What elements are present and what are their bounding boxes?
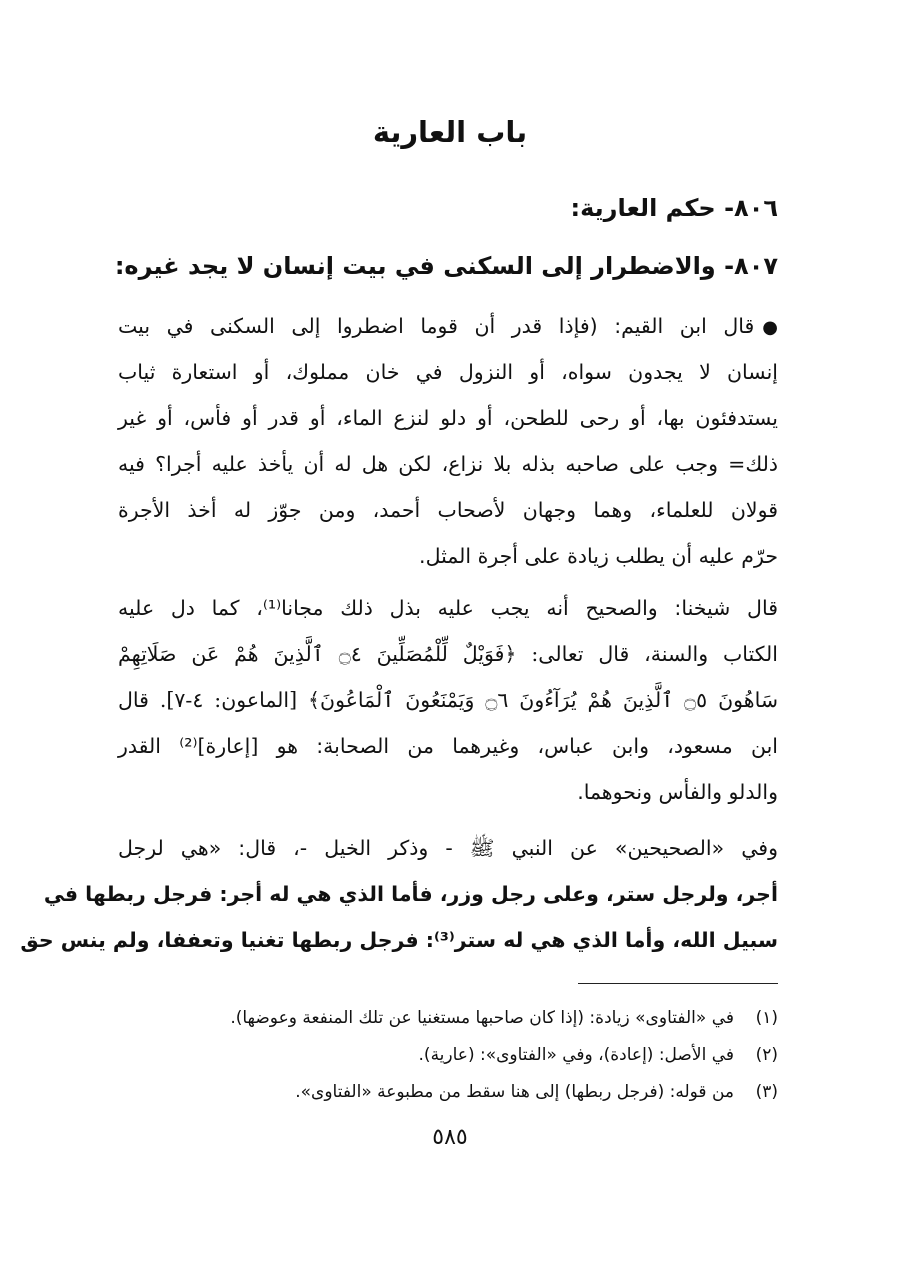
- section-heading-806: ٨٠٦- حكم العارية:: [570, 194, 778, 222]
- paragraph-1-line-4: ذلك= وجب على صاحبه بذله بلا نزاع، لكن هل له أن يأخذ عليه أجرا؟ فيه: [118, 452, 778, 476]
- paragraph-2-line-2: الكتاب والسنة، قال تعالى: ﴿فَوَيْلٌ لِّلْمُصَلِّينَ ۝٤ ٱلَّذِينَ هُمْ عَن صَلَاتِهِمْ: [118, 642, 778, 666]
- footnote-number: (٢): [755, 1045, 778, 1065]
- section-heading-807: ٨٠٧- والاضطرار إلى السكنى في بيت إنسان لا يجد غيره:: [114, 252, 778, 280]
- paragraph-2-line-5: والدلو والفأس ونحوهما.: [577, 780, 778, 804]
- footnote-number: (١): [755, 1008, 778, 1028]
- paragraph-1-line-6: حرّم عليه أن يطلب زيادة على أجرة المثل.: [419, 544, 778, 568]
- paragraph-3-line-3: سبيل الله، وأما الذي هي له ستر⁽³⁾: فرجل ربطها تغنيا وتعففا، ولم ينس حق: [20, 928, 778, 952]
- paragraph-3-line-1: وفي «الصحيحين» عن النبي ﷺ - وذكر الخيل -، قال: «هي لرجل: [118, 836, 778, 860]
- paragraph-2-line-3: سَاهُونَ ۝٥ ٱلَّذِينَ هُمْ يُرَآءُونَ ۝٦ وَيَمْنَعُونَ ٱلْمَاعُونَ﴾ [الماعون: ٤-٧]. قال: [118, 688, 778, 712]
- paragraph-2-line-4: ابن مسعود، وابن عباس، وغيرهما من الصحابة: هو [إعارة]⁽²⁾ القدر: [118, 734, 778, 758]
- footnote-3: [118, 1077, 778, 1107]
- page-number: ٥٨٥: [432, 1125, 468, 1150]
- paragraph-2-line-1: قال شيخنا: والصحيح أنه يجب عليه بذل ذلك مجانا⁽¹⁾، كما دل عليه: [118, 596, 779, 620]
- paragraph-1-line-3: يستدفئون بها، أو رحى للطحن، أو دلو لنزع الماء، أو قدر أو فأس، أو غير: [118, 406, 778, 430]
- paragraph-text: قال ابن القيم: (فإذا قدر أن قوما اضطروا إلى السكنى في بيت: [118, 314, 755, 338]
- bullet-icon: ●: [762, 317, 778, 338]
- footnote-text: من قوله: (فرجل ربطها) إلى هنا سقط من مطبوعة «الفتاوى».: [295, 1082, 734, 1102]
- footnote-number: (٣): [755, 1082, 778, 1102]
- footnote-1: [118, 1003, 778, 1033]
- footnote-2: [118, 1040, 778, 1070]
- footnote-text: في الأصل: (إعادة)، وفي «الفتاوى»: (عارية).: [418, 1045, 734, 1065]
- paragraph-3-line-2: أجر، ولرجل ستر، وعلى رجل وزر، فأما الذي هي له أجر: فرجل ربطها في: [43, 882, 778, 906]
- paragraph-1-line-5: قولان للعلماء، وهما وجهان لأصحاب أحمد، ومن جوّز له أخذ الأجرة: [118, 498, 778, 522]
- footnote-text: في «الفتاوى» زيادة: (إذا كان صاحبها مستغنيا عن تلك المنفعة وعوضها).: [230, 1008, 734, 1028]
- paragraph-1-line-1: [118, 306, 778, 348]
- chapter-title: باب العارية: [372, 115, 528, 149]
- paragraph-1-line-2: إنسان لا يجدون سواه، أو النزول في خان مملوك، أو استعارة ثياب: [118, 360, 778, 384]
- footnote-divider: [578, 983, 778, 984]
